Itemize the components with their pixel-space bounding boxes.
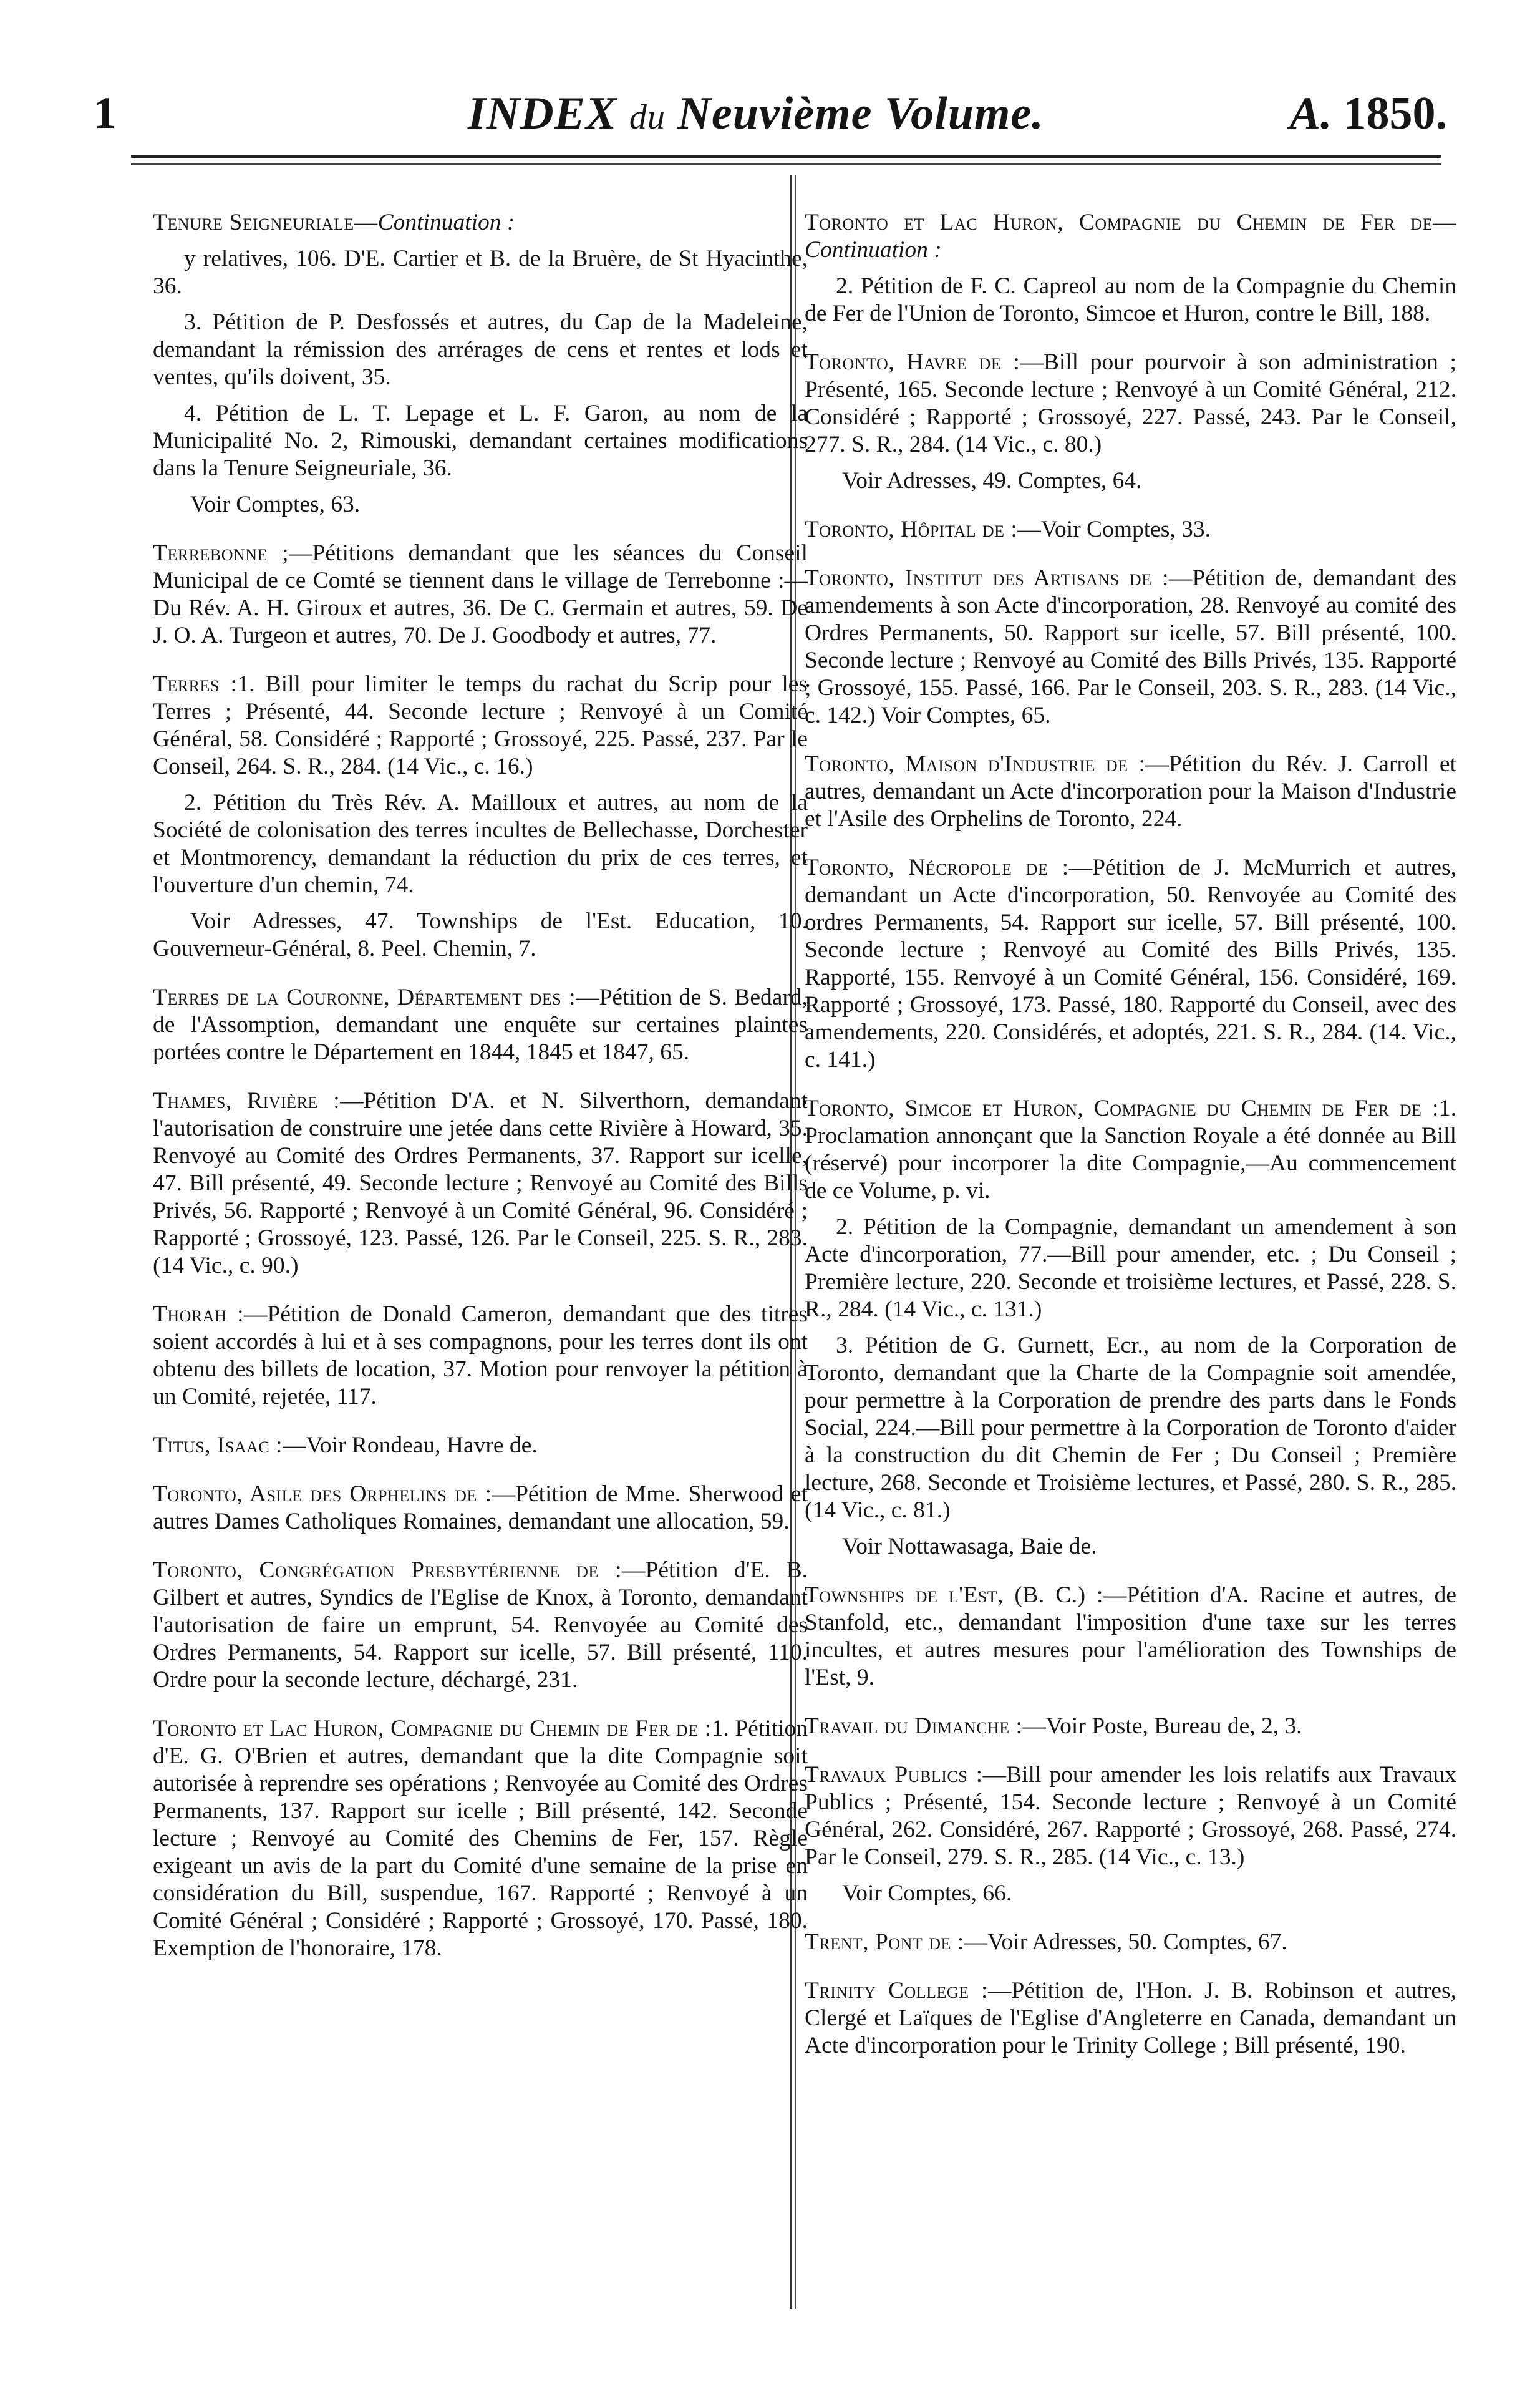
entry-paragraph xyxy=(153,540,808,650)
entry-paragraph xyxy=(805,1533,1456,1560)
entry-text: 2. Pétition de F. C. Capreol au nom de la Compagnie du Chemin de Fer de l'Union de Toronto, Simcoe et Huron, contre le Bill, 188. xyxy=(805,273,1456,326)
index-entry xyxy=(805,1582,1456,1691)
entry-heading: Toronto, Nécropole de : xyxy=(805,855,1069,880)
entry-paragraph xyxy=(805,1582,1456,1691)
entry-text: 3. Pétition de P. Desfossés et autres, du Cap de la Madeleine, demandant la rémission des arrérages de cens et rentes et lods et ventes, qu'ils doivent, 35. xyxy=(153,309,808,390)
entry-text: —Voir Adresses, 50. Comptes, 67. xyxy=(964,1929,1287,1955)
index-entry xyxy=(153,1481,808,1535)
title-du: du xyxy=(629,98,666,137)
entry-paragraph xyxy=(805,1713,1456,1740)
entry-text: —Pétition de, l'Hon. J. B. Robinson et autres, Clergé et Laïques de l'Eglise d'Angleterre en Canada, demandant un Acte d'incorporation pour le Trinity College ; Bill présenté, 190. xyxy=(805,1978,1456,2058)
volume-letter: A. xyxy=(1289,88,1332,139)
entry-heading: Toronto, Havre de : xyxy=(805,349,1020,375)
page-number: 1 xyxy=(94,88,116,138)
left-column xyxy=(153,209,808,1983)
entry-heading: Trinity College : xyxy=(805,1978,988,2003)
index-entry xyxy=(805,1761,1456,1907)
entry-paragraph xyxy=(153,1715,808,1962)
entry-text: —Voir Rondeau, Havre de. xyxy=(283,1433,538,1458)
index-entry xyxy=(805,1095,1456,1560)
entry-text: —Pétition de, demandant des amendements à son Acte d'incorporation, 28. Renvoyé au comité des Ordres Permanents, 50. Rapport sur icelle, 57. Bill présenté, 100. Seconde lecture ; Renvoyé au Comité des Bills Privés, 135. Rapporté ; Grossoyé, 155. Passé, 166. Par le Conseil, 203. S. R., 283. (14 Vic., c. 142.) Voir Comptes, 65. xyxy=(805,565,1457,728)
entry-text: Voir Adresses, 49. Comptes, 64. xyxy=(842,468,1142,494)
entry-heading: Toronto, Simcoe et Huron, Compagnie du Chemin de Fer de : xyxy=(805,1096,1439,1121)
index-entry xyxy=(153,1301,808,1411)
entry-heading: Trent, Pont de : xyxy=(805,1929,964,1955)
index-entry xyxy=(805,751,1456,833)
entry-heading-suffix: Continuation : xyxy=(377,210,515,235)
index-entry xyxy=(153,1088,808,1280)
index-entry xyxy=(153,1715,808,1962)
entry-paragraph xyxy=(805,273,1456,328)
entry-heading: Townships de l'Est, (B. C.) : xyxy=(805,1582,1103,1608)
title-index: INDEX xyxy=(468,88,617,139)
entry-paragraph xyxy=(805,1095,1456,1205)
entry-text: —Pétition D'A. et N. Silverthorn, demandant l'autorisation de construire une jetée dans cette Rivière à Howard, 35. Renvoyé au Comité des Ordres Permanents, 37. Rapport sur icelle, 47. Bill présenté, 49. Seconde lecture ; Renvoyé au Comité des Bills Privés, 56. Rapporté ; Renvoyé à un Comité Général, 96. Considéré ; Rapporté ; Grossoyé, 123. Passé, 126. Par le Conseil, 225. S. R., 283. (14 Vic., c. 90.) xyxy=(153,1088,808,1278)
header-rule xyxy=(131,155,1441,158)
entry-heading: Titus, Isaac : xyxy=(153,1433,283,1458)
entry-paragraph xyxy=(805,1761,1456,1871)
entry-paragraph xyxy=(805,565,1456,729)
entry-paragraph xyxy=(153,1481,808,1535)
entry-paragraph xyxy=(153,491,808,518)
entry-text: 3. Pétition de G. Gurnett, Ecr., au nom de la Corporation de Toronto, demandant que la Charte de la Compagnie soit amendée, pour permettre à la Corporation de prendre des parts dans le Fonds Social, 224.—Bill pour permettre à la Corporation de Toronto d'aider à la construction du dit Chemin de Fer ; Du Conseil ; Première lecture, 268. Seconde et Troisième lectures, et Passé, 280. S. R., 285. (14 Vic., c. 81.) xyxy=(805,1333,1456,1523)
entry-text: Voir Comptes, 66. xyxy=(842,1881,1012,1906)
entry-heading: Toronto, Congrégation Presbytérienne de : xyxy=(153,1557,622,1583)
entry-text: 2. Pétition du Très Rév. A. Mailloux et autres, au nom de la Société de colonisation des terres incultes de Bellechasse, Dorchester et Montmorency, demandant la réduction du prix de ces terres, et l'ouverture d'un chemin, 74. xyxy=(153,790,808,898)
entry-text: Voir Comptes, 63. xyxy=(190,492,361,517)
entry-paragraph xyxy=(153,789,808,899)
entry-text: —Pétition de Mme. Sherwood et autres Dames Catholiques Romaines, demandant une allocation, 59. xyxy=(153,1481,808,1534)
entry-heading: Travail du Dimanche : xyxy=(805,1713,1023,1739)
entry-paragraph xyxy=(153,671,808,781)
entry-heading: Toronto, Hôpital de : xyxy=(805,517,1018,542)
index-entry xyxy=(805,565,1456,729)
entry-paragraph xyxy=(805,751,1456,833)
entry-text: 4. Pétition de L. T. Lepage et L. F. Garon, au nom de la Municipalité No. 2, Rimouski, demandant certaines modifications dans la Tenure Seigneuriale, 36. xyxy=(153,401,808,481)
entry-text: Voir Nottawasaga, Baie de. xyxy=(842,1534,1097,1559)
entry-paragraph xyxy=(153,984,808,1066)
entry-paragraph xyxy=(153,1088,808,1280)
entry-heading: Thorah : xyxy=(153,1302,244,1327)
entry-paragraph xyxy=(153,209,808,236)
entry-paragraph xyxy=(153,908,808,963)
entry-paragraph xyxy=(805,467,1456,495)
index-entry xyxy=(805,1977,1456,2060)
entry-text: —Pétition du Rév. J. Carroll et autres, demandant un Acte d'incorporation pour la Maison d'Industrie et l'Asile des Orphelins de Toronto, 224. xyxy=(805,751,1456,832)
entry-text: —Bill pour amender les lois relatifs aux Travaux Publics ; Présenté, 154. Seconde lecture ; Renvoyé à un Comité Général, 262. Considéré, 267. Rapporté ; Grossoyé, 268. Passé, 274. Par le Conseil, 279. S. R., 285. (14 Vic., c. 13.) xyxy=(805,1762,1456,1870)
entry-heading: Terres : xyxy=(153,671,238,697)
entry-text: 1. Proclamation annonçant que la Sanction Royale a été donnée au Bill (réservé) pour incorporer la dite Compagnie,—Au commencement de ce Volume, p. vi. xyxy=(805,1096,1456,1204)
index-entry xyxy=(805,349,1456,495)
entry-text: 1. Pétition d'E. G. O'Brien et autres, demandant que la dite Compagnie soit autorisée à reprendre ses opérations ; Renvoyée au Comité des Ordres Permanents, 137. Rapport sur icelle ; Bill présenté, 142. Seconde lecture ; Renvoyé au Comité des Chemins de Fer, 157. Règle exigeant un avis de la part du Comité d'une semaine de la prise en considération du Bill, suspendue, 167. Rapporté ; Renvoyé à un Comité Général ; Considéré ; Rapporté ; Grossoyé, 170. Passé, 180. Exemption de l'honoraire, 178. xyxy=(153,1716,808,1961)
header-rule-thin xyxy=(131,163,1441,165)
entry-paragraph xyxy=(153,1432,808,1459)
running-title xyxy=(468,87,1044,140)
entry-heading: Toronto, Asile des Orphelins de : xyxy=(153,1481,492,1507)
entry-heading-suffix: Continuation : xyxy=(805,237,942,263)
index-entry xyxy=(153,540,808,650)
entry-paragraph xyxy=(153,400,808,482)
entry-paragraph xyxy=(153,1557,808,1694)
right-column xyxy=(805,209,1456,2081)
page-header xyxy=(94,75,1447,156)
entry-paragraph xyxy=(805,1929,1456,1956)
entry-heading: Tenure Seigneuriale— xyxy=(153,210,378,235)
entry-paragraph xyxy=(805,349,1456,459)
entry-text: —Pétition d'A. Racine et autres, de Stanfold, etc., demandant l'imposition d'une taxe sur les terres incultes, et autres mesures pour l'amélioration des Townships de l'Est, 9. xyxy=(805,1582,1456,1690)
entry-paragraph xyxy=(805,1880,1456,1907)
index-entry xyxy=(153,671,808,963)
entry-text: —Pétition de Donald Cameron, demandant que des titres soient accordés à lui et à ses compagnons, pour les terres dont ils ont obtenu des billets de location, 37. Motion pour renvoyer la pétition à un Comité, rejetée, 117. xyxy=(153,1302,808,1409)
entry-heading: Terres de la Couronne, Département des : xyxy=(153,985,576,1010)
entry-text: —Pétitions demandant que les séances du Conseil Municipal de ce Comté se tiennent dans le village de Terrebonne :—Du Rév. A. H. Giroux et autres, 36. De C. Germain et autres, 59. De J. O. A. Turgeon et autres, 70. De J. Goodbody et autres, 77. xyxy=(153,540,808,648)
entry-text: y relatives, 106. D'E. Cartier et B. de la Bruère, de St Hyacinthe, 36. xyxy=(153,246,808,299)
entry-heading: Toronto, Institut des Artisans de : xyxy=(805,565,1169,591)
index-entry xyxy=(805,1713,1456,1740)
entry-text: Voir Adresses, 47. Townships de l'Est. Education, 10. Gouverneur-Général, 8. Peel. Chemin, 7. xyxy=(153,908,808,961)
entry-paragraph xyxy=(153,245,808,300)
index-entry xyxy=(153,1432,808,1459)
entry-heading: Terrebonne ; xyxy=(153,540,289,566)
volume-year xyxy=(1290,87,1447,140)
entry-text: —Pétition de J. McMurrich et autres, demandant un Acte d'incorporation, 50. Renvoyée au Comité des ordres Permanents, 54. Rapport sur icelle, 57. Bill présenté, 100. Seconde lecture ; Renvoyé au Comité des Bills Privés, 135. Rapporté, 155. Renvoyé à un Comité Général, 156. Considéré, 169. Rapporté ; Grossoyé, 173. Passé, 180. Rapporté du Conseil, avec des amendements, 220. Considérés, et adoptés, 221. S. R., 284. (14. Vic., c. 141.) xyxy=(805,855,1456,1073)
index-entry xyxy=(805,209,1456,328)
entry-heading: Toronto et Lac Huron, Compagnie du Chemin de Fer de— xyxy=(805,210,1456,235)
entry-text: —Pétition d'E. B. Gilbert et autres, Syndics de l'Eglise de Knox, à Toronto, demandant l'autorisation de faire un emprunt, 54. Renvoyée au Comité des Ordres Permanents, 54. Rapport sur icelle, 57. Bill présenté, 110. Ordre pour la seconde lecture, déchargé, 231. xyxy=(153,1557,808,1693)
index-entry xyxy=(153,984,808,1066)
entry-heading: Toronto et Lac Huron, Compagnie du Chemin de Fer de : xyxy=(153,1716,712,1741)
entry-paragraph xyxy=(805,854,1456,1074)
index-entry xyxy=(153,209,808,518)
index-entry xyxy=(805,516,1456,543)
entry-text: 2. Pétition de la Compagnie, demandant un amendement à son Acte d'incorporation, 77.—Bill pour amender, etc. ; Du Conseil ; Première lecture, 220. Seconde et troisième lectures, et Passé, 228. S. R., 284. (14 Vic., c. 131.) xyxy=(805,1214,1456,1322)
entry-text: 1. Bill pour limiter le temps du rachat du Scrip pour les Terres ; Présenté, 44. Seconde lecture ; Renvoyé à un Comité Général, 58. Considéré ; Rapporté ; Grossoyé, 225. Passé, 237. Par le Conseil, 264. S. R., 284. (14 Vic., c. 16.) xyxy=(153,671,808,779)
entry-paragraph xyxy=(805,209,1456,264)
entry-text: —Voir Poste, Bureau de, 2, 3. xyxy=(1022,1713,1302,1739)
entry-paragraph xyxy=(805,516,1456,543)
entry-paragraph xyxy=(805,1214,1456,1323)
entry-paragraph xyxy=(805,1977,1456,2060)
entry-heading: Travaux Publics : xyxy=(805,1762,983,1788)
entry-paragraph xyxy=(153,1301,808,1411)
entry-text: —Pétition de S. Bedard, de l'Assomption, demandant une enquête sur certaines plaintes portées contre le Département en 1844, 1845 et 1847, 65. xyxy=(153,985,808,1065)
year: 1850. xyxy=(1343,88,1447,139)
entry-paragraph xyxy=(153,309,808,391)
entry-heading: Toronto, Maison d'Industrie de : xyxy=(805,751,1146,777)
index-entry xyxy=(805,854,1456,1074)
entry-text: —Voir Comptes, 33. xyxy=(1017,517,1211,542)
index-entry xyxy=(153,1557,808,1694)
title-volume: Neuvième Volume. xyxy=(677,88,1044,139)
entry-text: —Bill pour pourvoir à son administration ; Présenté, 165. Seconde lecture ; Renvoyé à un Comité Général, 212. Considéré ; Rapporté ; Grossoyé, 227. Passé, 243. Par le Conseil, 277. S. R., 284. (14 Vic., c. 80.) xyxy=(805,349,1456,457)
entry-paragraph xyxy=(805,1332,1456,1524)
index-entry xyxy=(805,1929,1456,1956)
entry-heading: Thames, Rivière : xyxy=(153,1088,341,1114)
